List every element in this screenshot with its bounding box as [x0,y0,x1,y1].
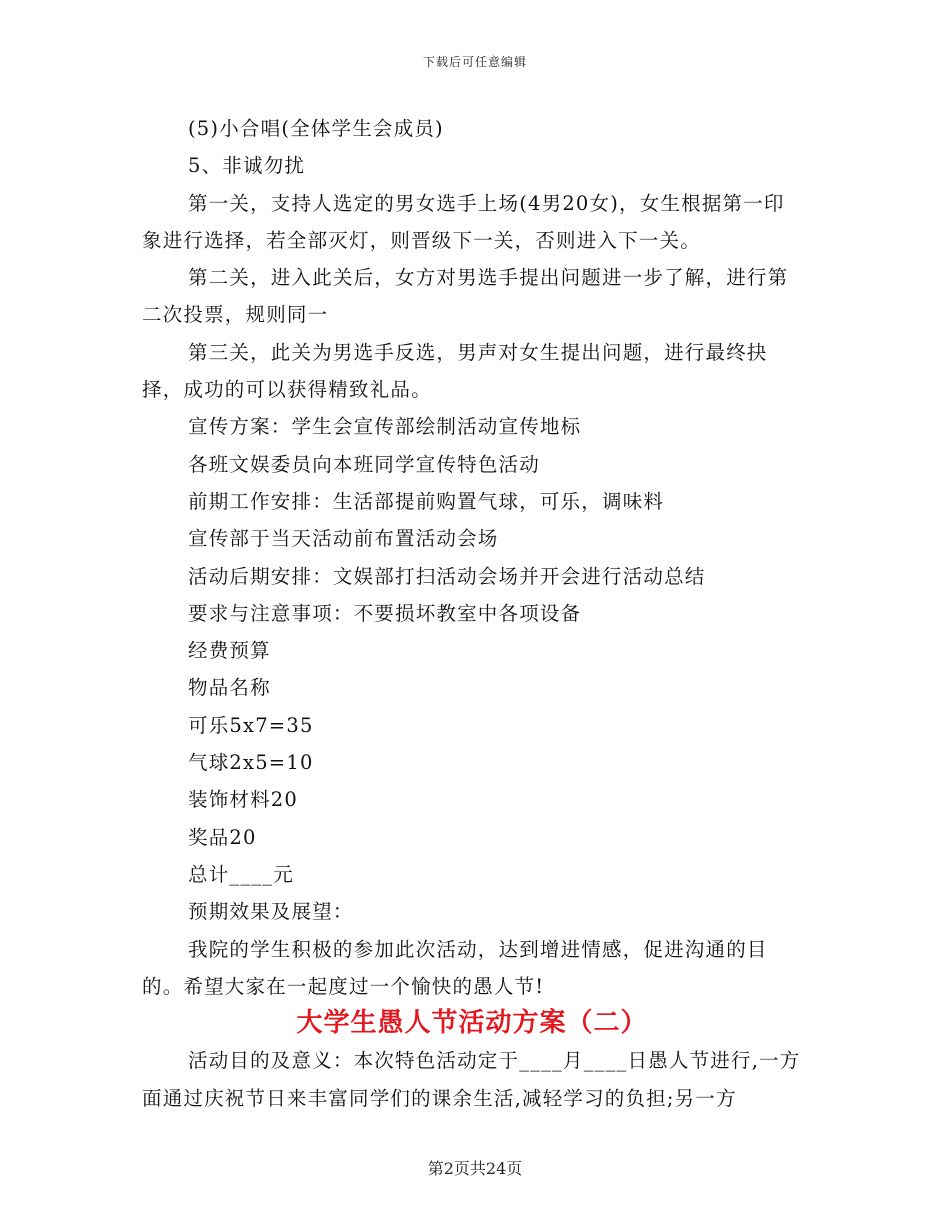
paragraph: 第二关，进入此关后，女方对男选手提出问题进一步了解，进行第二次投票，规则同一 [142,266,789,327]
paragraph: 活动后期安排：文娱部打扫活动会场并开会进行活动总结 [188,564,706,588]
paragraph: 第一关，支持人选定的男女选手上场(4男20女)，女生根据第一印象进行选择，若全部灭灯，则晋级下一关，否则进入下一关。 [142,191,785,252]
paragraph: 总计____元 [188,862,294,886]
paragraph: 奖品20 [188,825,257,849]
document-body [142,110,802,1117]
paragraph: 第三关，此关为男选手反选，男声对女生提出问题，进行最终抉择，成功的可以获得精致礼品。 [142,340,768,402]
paragraph: 要求与注意事项：不要损坏教室中各项设备 [188,601,582,625]
paragraph: (5)小合唱(全体学生会成员) [188,117,444,140]
paragraph: 各班文娱委员向本班同学宣传特色活动 [188,452,540,476]
paragraph: 5、非诚勿扰 [188,154,306,178]
page-header: 下载后可任意编辑 [422,55,527,69]
paragraph: 预期效果及展望： [188,900,354,924]
paragraph: 宣传部于当天活动前布置活动会场 [188,527,499,551]
paragraph: 宣传方案：学生会宣传部绘制活动宣传地标 [188,415,582,439]
paragraph: 物品名称 [188,676,271,700]
paragraph: 可乐5x7=35 [188,713,314,737]
paragraph: 经费预算 [188,639,271,663]
paragraph: 我院的学生积极的参加此次活动，达到增进情感，促进沟通的目的。希望大家在一起度过一个愉快的愚人节! [142,937,768,998]
paragraph: 装饰材料20 [188,788,299,812]
paragraph: 活动目的及意义：本次特色活动定于____月____日愚人节进行,一方面通过庆祝节日来丰富同学们的课余生活,减轻学习的负担;另一方 [142,1049,801,1110]
paragraph: 气球2x5=10 [188,751,314,775]
page-footer: 第2页共24页 [427,1159,523,1178]
paragraph: 前期工作安排：生活部提前购置气球，可乐，调味料 [188,489,665,513]
section-heading: 大学生愚人节活动方案（二） [296,1008,648,1039]
